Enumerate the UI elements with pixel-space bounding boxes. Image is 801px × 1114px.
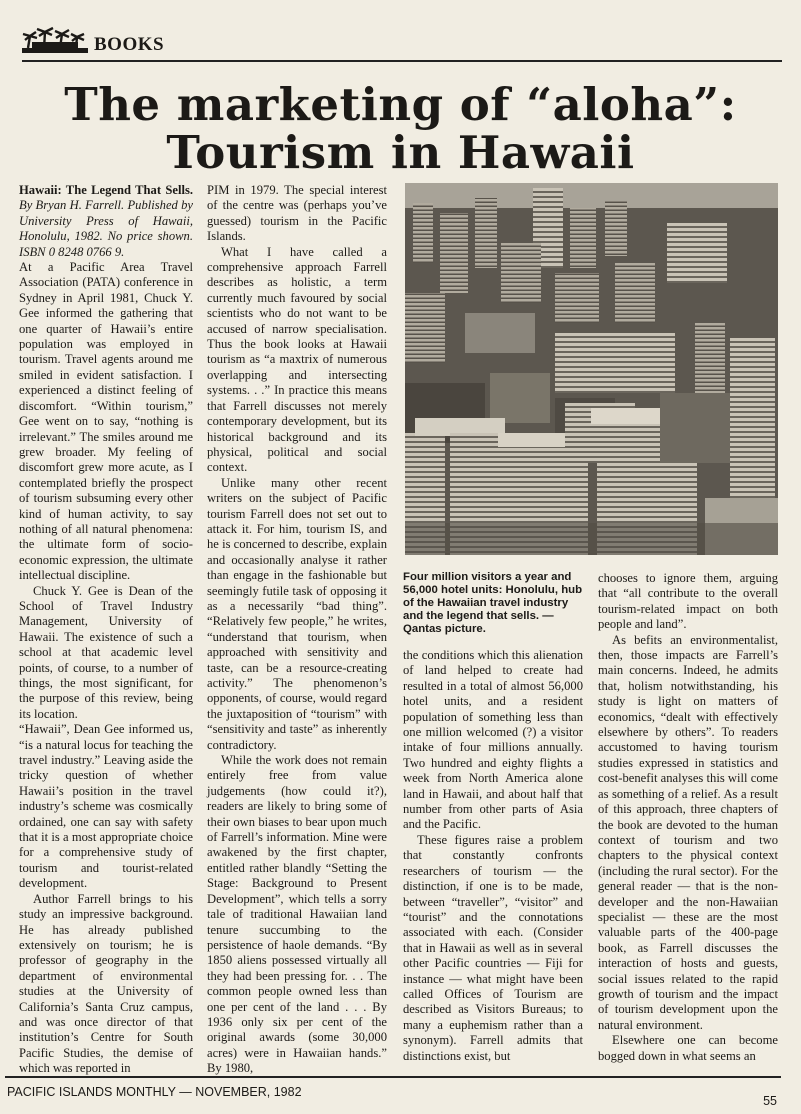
honolulu-skyline-photo [405, 183, 778, 555]
article-column-2 [207, 183, 387, 1077]
headline-line-1: The marketing of “aloha”: [64, 78, 737, 131]
article-column-4 [598, 571, 778, 1064]
paragraph: What I have called a comprehensive approach Farrell describes as holistic, a term currently much favoured by social scientists who do not want to be accused of narrow specialisation. Thus the book looks at Hawaii tourism as “a maxtrix of numerous overlapping and intersecting systems. . .” In practice this means that Farrell discusses not merely contemporary development, but its historical background and its physical, political and social context. [207, 244, 387, 475]
paragraph: Elsewhere one can become bogged down in what seems an [598, 1033, 778, 1063]
section-header [22, 22, 782, 62]
paragraph: the conditions which this alienation of land helped to create had resulted in a total of almost 56,000 hotel units, and a resident population of something less than one million welcomed (?) a visitor intake of four millions annually. Two hundred and eighty flights a week from North America alone land in Hawaii, and about half that number from other parts of Asia and the Pacific. [403, 648, 583, 832]
photo-caption: Four million visitors a year and 56,000 hotel units: Honolulu, hub of the Hawaiian travel industry and the legend that sells. — Qantas picture. [403, 571, 583, 635]
page-number: 55 [763, 1094, 777, 1108]
book-info [19, 183, 193, 260]
article-column-3 [403, 648, 583, 1064]
headline-line-2: Tourism in Hawaii [166, 126, 635, 179]
paragraph: At a Pacific Area Travel Association (PATA) conference in Sydney in April 1981, Chuck Y. Gee informed the gathering that one quarter of Hawaii’s entire population was employed in tourism. Travel agents around me smiled in evident satisfaction. I experienced a distinct feeling of discomfort. “Within tourism,” Gee went on to say, “nothing is irrelevant.” The smiles around me grew broader. My feeling of discomfort grew more acute, as I contemplated briefly the prospect of tourism subsuming every other kind of human activity, to say nothing of all natural phenomena: the ultimate form of socio-economic expression, the ultimate intellectual discipline. [19, 260, 193, 583]
article-column-1 [19, 183, 193, 1077]
publication-footer: PACIFIC ISLANDS MONTHLY — NOVEMBER, 1982 [7, 1085, 302, 1099]
paragraph: chooses to ignore them, arguing that “all contribute to the overall tourism-related impact on both people and land”. [598, 571, 778, 632]
section-label: BOOKS [94, 34, 165, 55]
palm-trees-logo-icon [22, 26, 88, 54]
book-title: Hawaii: The Legend That Sells. [19, 183, 193, 197]
paragraph: While the work does not remain entirely free from value judgements (how could it?), readers are likely to bring some of their own biases to bear upon much of Farrell’s information. Mine were awakened by the first chapter, entitled rather blandly “Setting the Stage: Background to Present Development”, which tells a sorry tale of traditional Hawaiian land tenure succumbing to the persistence of haole demands. “By 1850 aliens possessed virtually all they had been pressing for. . . The common people owned less than one per cent of the land . . . By 1936 only six per cent of the original awards (some 30,000 acres) were in Hawaiian hands.” By 1980, [207, 753, 387, 1076]
paragraph: Unlike many other recent writers on the subject of Pacific tourism Farrell does not set out to attack it. For him, tourism IS, and he is concerned to describe, explain and occasionally analyse it rather than engage in the fashionable but seemingly futile task of opposing it as a necessarily “bad thing”. “Relatively few people,” he writes, “understand that tourism, when approached with sensitivity and taste, can be a resource-creating activity.” The phenomenon’s opponents, of course, would regard the juxtaposition of “tourism” with “sensitivity and taste” as inherently contradictory. [207, 475, 387, 752]
paragraph: PIM in 1979. The special interest of the centre was (perhaps you’ve guessed) tourism in the Pacific Islands. [207, 183, 387, 244]
book-details: By Bryan H. Farrell. Published by University Press of Hawaii, Honolulu, 1982. No price shown. ISBN 0 8248 0766 9. [19, 198, 193, 259]
paragraph: Author Farrell brings to his study an impressive background. He has already published extensively on tourism; he is professor of geography in the department of environmental studies at the University of California’s Santa Cruz campus, and was once director of that institution’s Centre for South Pacific Studies, the demise of which was reported in [19, 891, 193, 1076]
paragraph: “Hawaii”, Dean Gee informed us, “is a natural locus for teaching the travel industry.” Leaving aside the tricky question of whether Hawaii’s position in the travel industry’s scheme was cosmically ordained, one can say with safety that it is a most appropriate choice for a comprehensive study of tourism and tourist-related development. [19, 722, 193, 891]
paragraph: As befits an environmentalist, then, those impacts are Farrell’s main concerns. Indeed, he admits that, holism notwithstanding, his study is light on matters of economics, “dealt with effectively elsewhere by others”. To readers accustomed to having tourism studies expressed in statistics and cost-benefit analyses this will come as something of a relief. As a result of this approach, three chapters of the book are devoted to the human context of tourism and two chapters to the physical context (including the rural sector). For the general reader — that is the non-developer and the non-Hawaiian specialist — these are the most valuable parts of the 400-page book, as Farrell discusses the interaction of hosts and guests, social issues related to the rapid growth of tourism and the impact of tourism development upon the natural environment. [598, 632, 778, 1032]
footer-divider [5, 1076, 781, 1078]
paragraph: These figures raise a problem that constantly confronts researchers of tourism — the distinction, if one is to be made, between “traveller”, “visitor” and “tourist” and the connotations associated with each. (Consider that in Hawaii as well as in several other Pacific countries — Fiji for instance — what might have been called Offices of Tourism are described as Visitors Bureaus; to many a euphemism rather than a synonym). Farrell admits that distinctions exist, but [403, 832, 583, 1063]
paragraph: Chuck Y. Gee is Dean of the School of Travel Industry Management, University of Hawaii. The existence of such a school at that academic level points, of course, to a number of things, the most significant, for the purpose of this review, being its location. [19, 583, 193, 721]
